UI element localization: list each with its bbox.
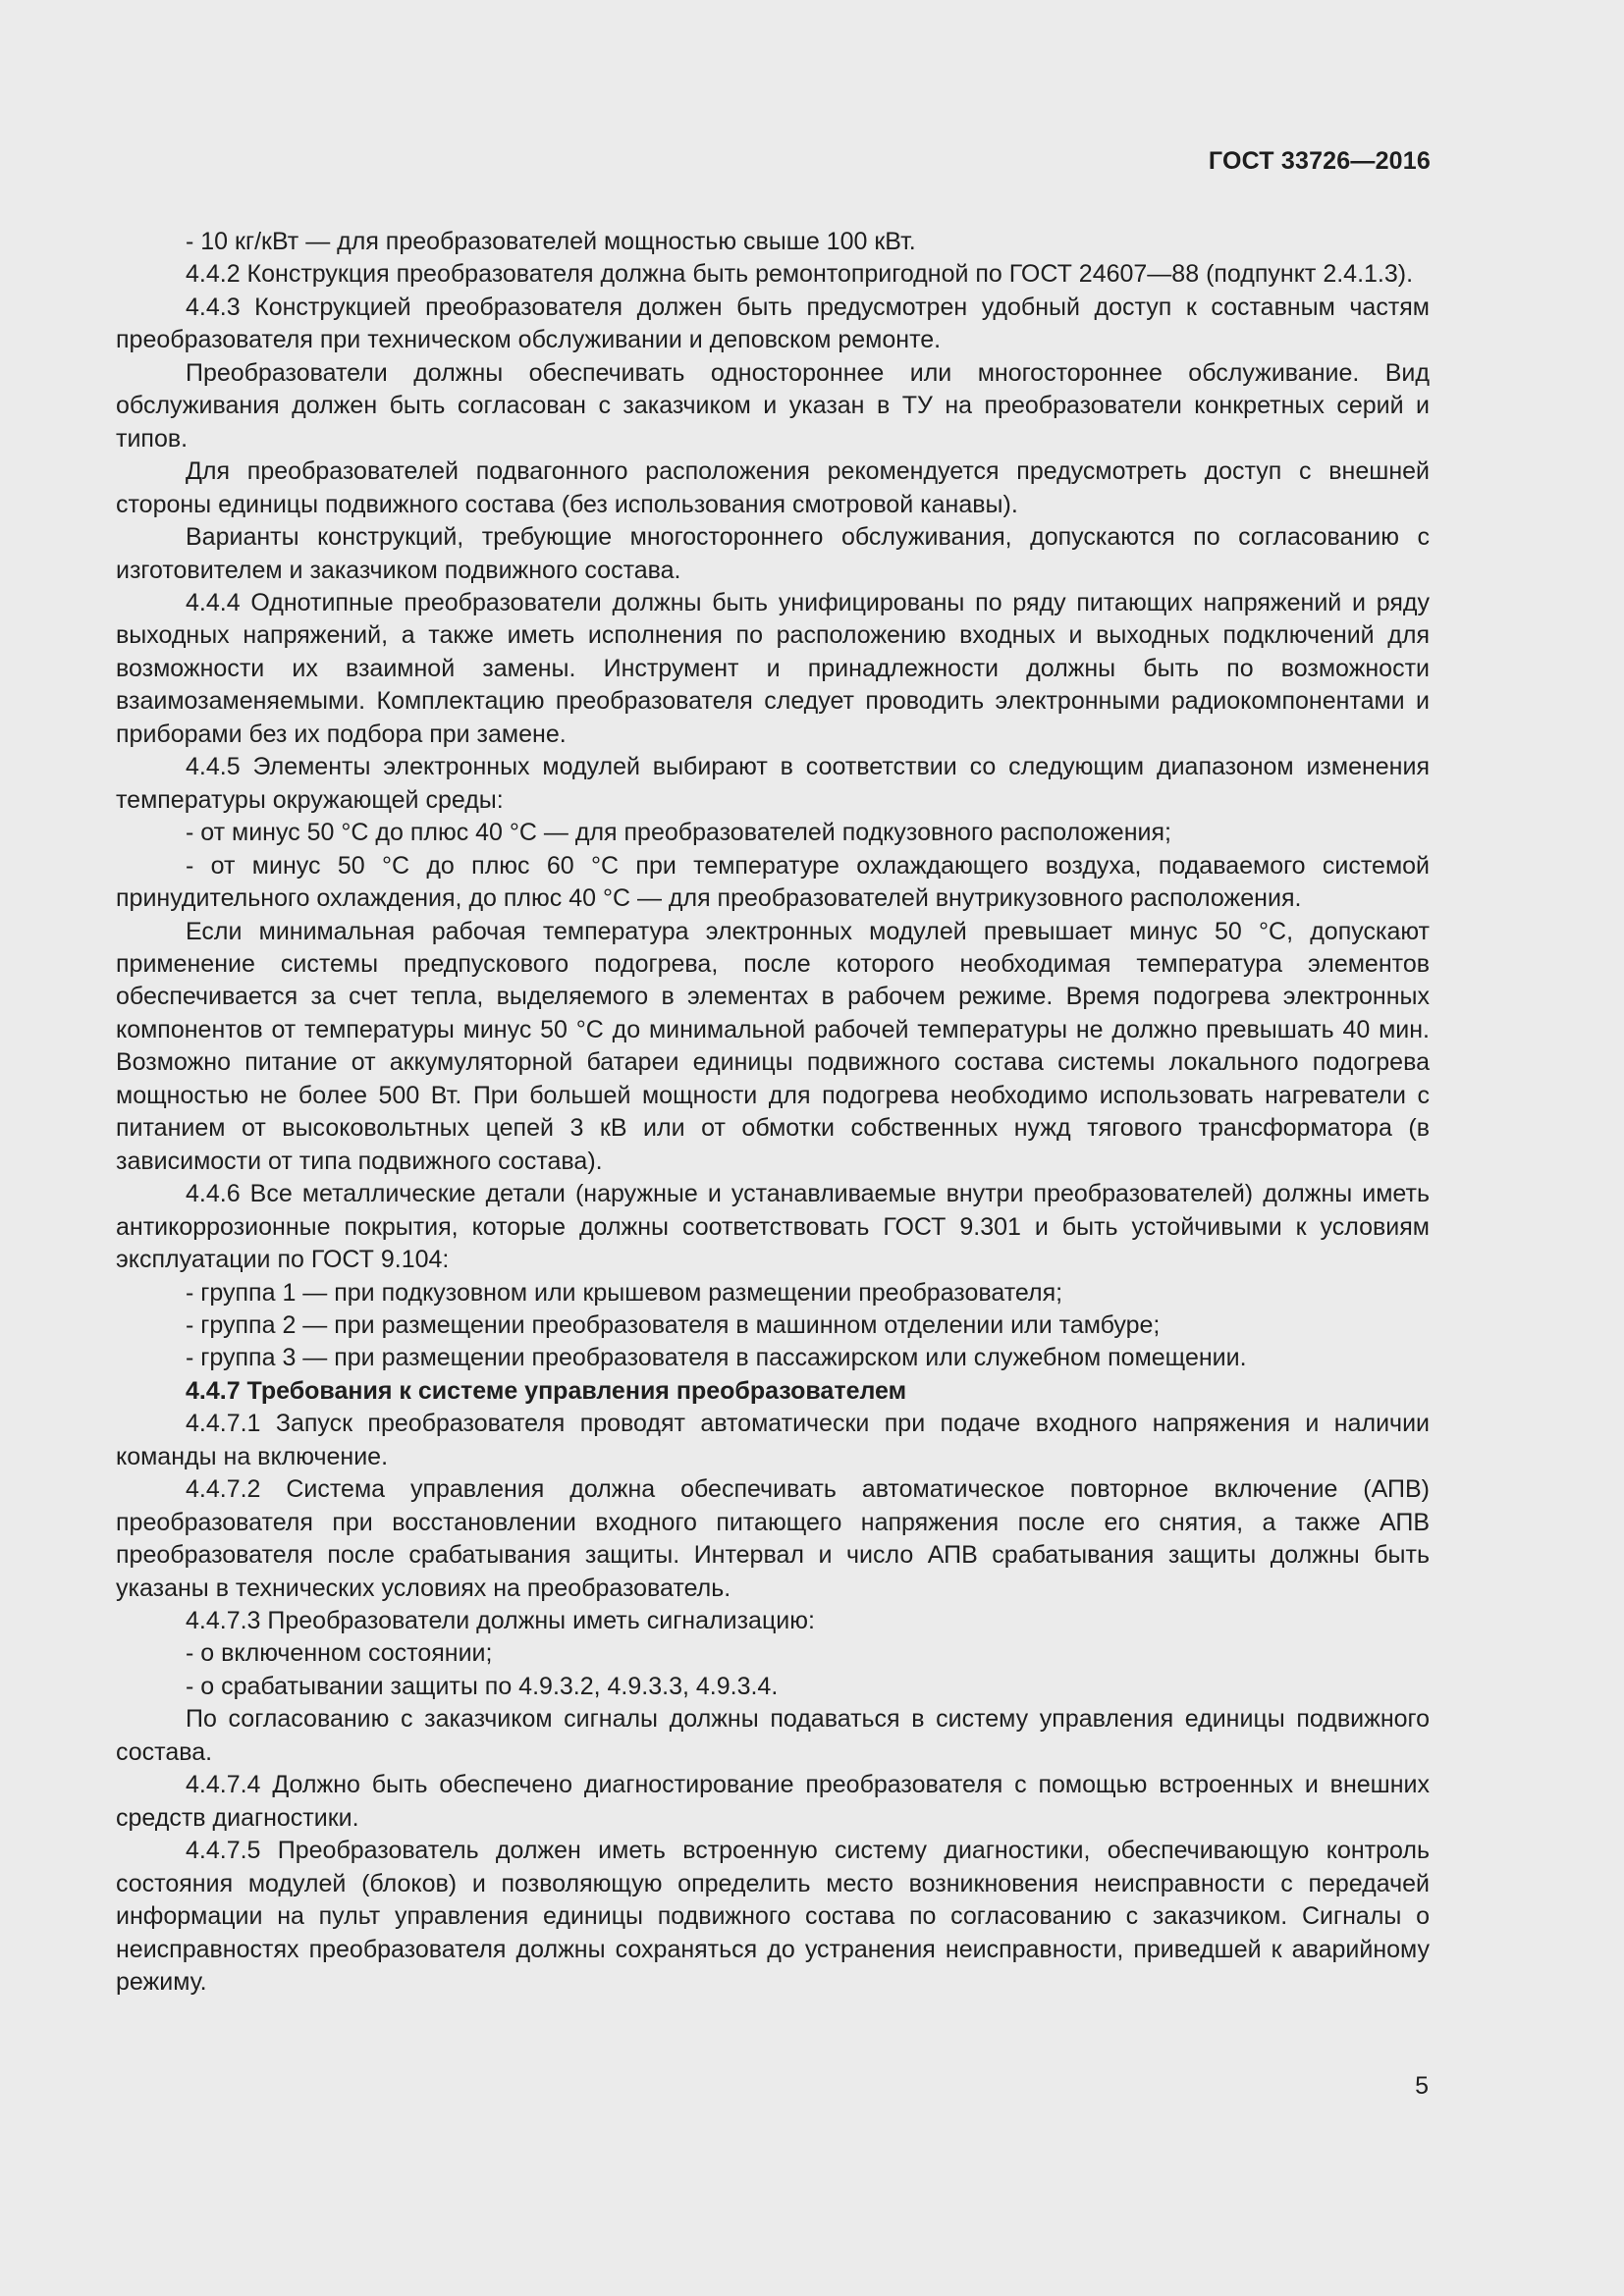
paragraph: - 10 кг/кВт — для преобразователей мощностью свыше 100 кВт.	[186, 228, 916, 255]
paragraph: Для преобразователей подвагонного расположения рекомендуется предусмотреть доступ с внешней стороны единицы подвижного состава (без использования смотровой канавы).	[116, 457, 1430, 518]
list-item: - от минус 50 °С до плюс 60 °С при температуре охлаждающего воздуха, подаваемого системой принудительного охлаждения, до плюс 40 °С — для преобразователей внутрикузовного расположения.	[116, 851, 1430, 913]
paragraph: 4.4.5 Элементы электронных модулей выбирают в соответствии со следующим диапазоном изменения температуры окружающей среды:	[116, 753, 1430, 814]
list-item: - от минус 50 °С до плюс 40 °С — для преобразователей подкузовного расположения;	[186, 819, 1171, 847]
paragraph: 4.4.7.1 Запуск преобразователя проводят автоматически при подаче входного напряжения и наличии команды на включение.	[116, 1410, 1430, 1470]
list-item: - о включенном состоянии;	[186, 1639, 493, 1668]
section-heading: 4.4.7 Требования к системе управления преобразователем	[186, 1376, 907, 1405]
list-item: - группа 1 — при подкузовном или крышевом размещении преобразователя;	[186, 1278, 1063, 1307]
paragraph: 4.4.3 Конструкцией преобразователя должен быть предусмотрен удобный доступ к составным частям преобразователя при техническом обслуживании и деповском ремонте.	[116, 293, 1430, 354]
page-body	[116, 226, 1430, 1999]
paragraph: 4.4.7.5 Преобразователь должен иметь встроенную систему диагностики, обеспечивающую контроль состояния модулей (блоков) и позволяющую определить место возникновения неисправности с передачей информации на пульт управления единицы подвижного состава по согласованию с заказчиком. Сигналы о неисправностях преобразователя должны сохраняться до устранения неисправности, приведшей к аварийному режиму.	[116, 1837, 1430, 1997]
list-item: - группа 3 — при размещении преобразователя в пассажирском или служебном помещении.	[186, 1344, 1247, 1372]
paragraph: Если минимальная рабочая температура электронных модулей превышает минус 50 °С, допускают применение системы предпускового подогрева, после которого необходимая температура элементов обеспечивается за счет тепла, выделяемого в элементах в рабочем режиме. Время подогрева электронных компонентов от температуры минус 50 °С до минимальной рабочей температуры не должно превышать 40 мин. Возможно питание от аккумуляторной батареи единицы подвижного состава системы локального подогрева мощностью не более 500 Вт. При большей мощности для подогрева необходимо использовать нагреватели с питанием от высоковольтных цепей 3 кВ или от обмотки собственных нужд тягового трансформатора (в зависимости от типа подвижного состава).	[116, 917, 1430, 1175]
document-header: ГОСТ 33726—2016	[1208, 147, 1431, 175]
paragraph: 4.4.7.4 Должно быть обеспечено диагностирование преобразователя с помощью встроенных и внешних средств диагностики.	[116, 1771, 1430, 1832]
paragraph: 4.4.2 Конструкция преобразователя должна быть ремонтопригодной по ГОСТ 24607—88 (подпункт 2.4.1.3).	[186, 260, 1414, 289]
paragraph: 4.4.7.2 Система управления должна обеспечивать автоматическое повторное включение (АПВ) преобразователя при восстановлении входного питающего напряжения после его снятия, а также АПВ преобразователя после срабатывания защиты. Интервал и число АПВ срабатывания защиты должны быть указаны в технических условиях на преобразователь.	[116, 1475, 1430, 1602]
paragraph: 4.4.6 Все металлические детали (наружные и устанавливаемые внутри преобразователей) должны иметь антикоррозионные покрытия, которые должны соответствовать ГОСТ 9.301 и быть устойчивыми к условиям эксплуатации по ГОСТ 9.104:	[116, 1180, 1430, 1274]
list-item: - о срабатывании защиты по 4.9.3.2, 4.9.3.3, 4.9.3.4.	[186, 1672, 779, 1700]
paragraph: 4.4.7.3 Преобразователи должны иметь сигнализацию:	[186, 1607, 815, 1635]
paragraph: 4.4.4 Однотипные преобразователи должны быть унифицированы по ряду питающих напряжений и ряду выходных напряжений, а также иметь исполнения по расположению входных и выходных подключений для возможности их взаимной замены. Инструмент и принадлежности должны быть по возможности взаимозаменяемыми. Комплектацию преобразователя следует проводить электронными радиокомпонентами и приборами без их подбора при замене.	[116, 588, 1430, 748]
paragraph: Варианты конструкций, требующие многостороннего обслуживания, допускаются по согласованию с изготовителем и заказчиком подвижного состава.	[116, 523, 1430, 584]
list-item: - группа 2 — при размещении преобразователя в машинном отделении или тамбуре;	[186, 1310, 1161, 1339]
page-number: 5	[1415, 2072, 1429, 2100]
paragraph: Преобразователи должны обеспечивать одностороннее или многостороннее обслуживание. Вид обслуживания должен быть согласован с заказчиком и указан в ТУ на преобразователи конкретных серий и типов.	[116, 358, 1430, 453]
paragraph: По согласованию с заказчиком сигналы должны подаваться в систему управления единицы подвижного состава.	[116, 1705, 1430, 1766]
